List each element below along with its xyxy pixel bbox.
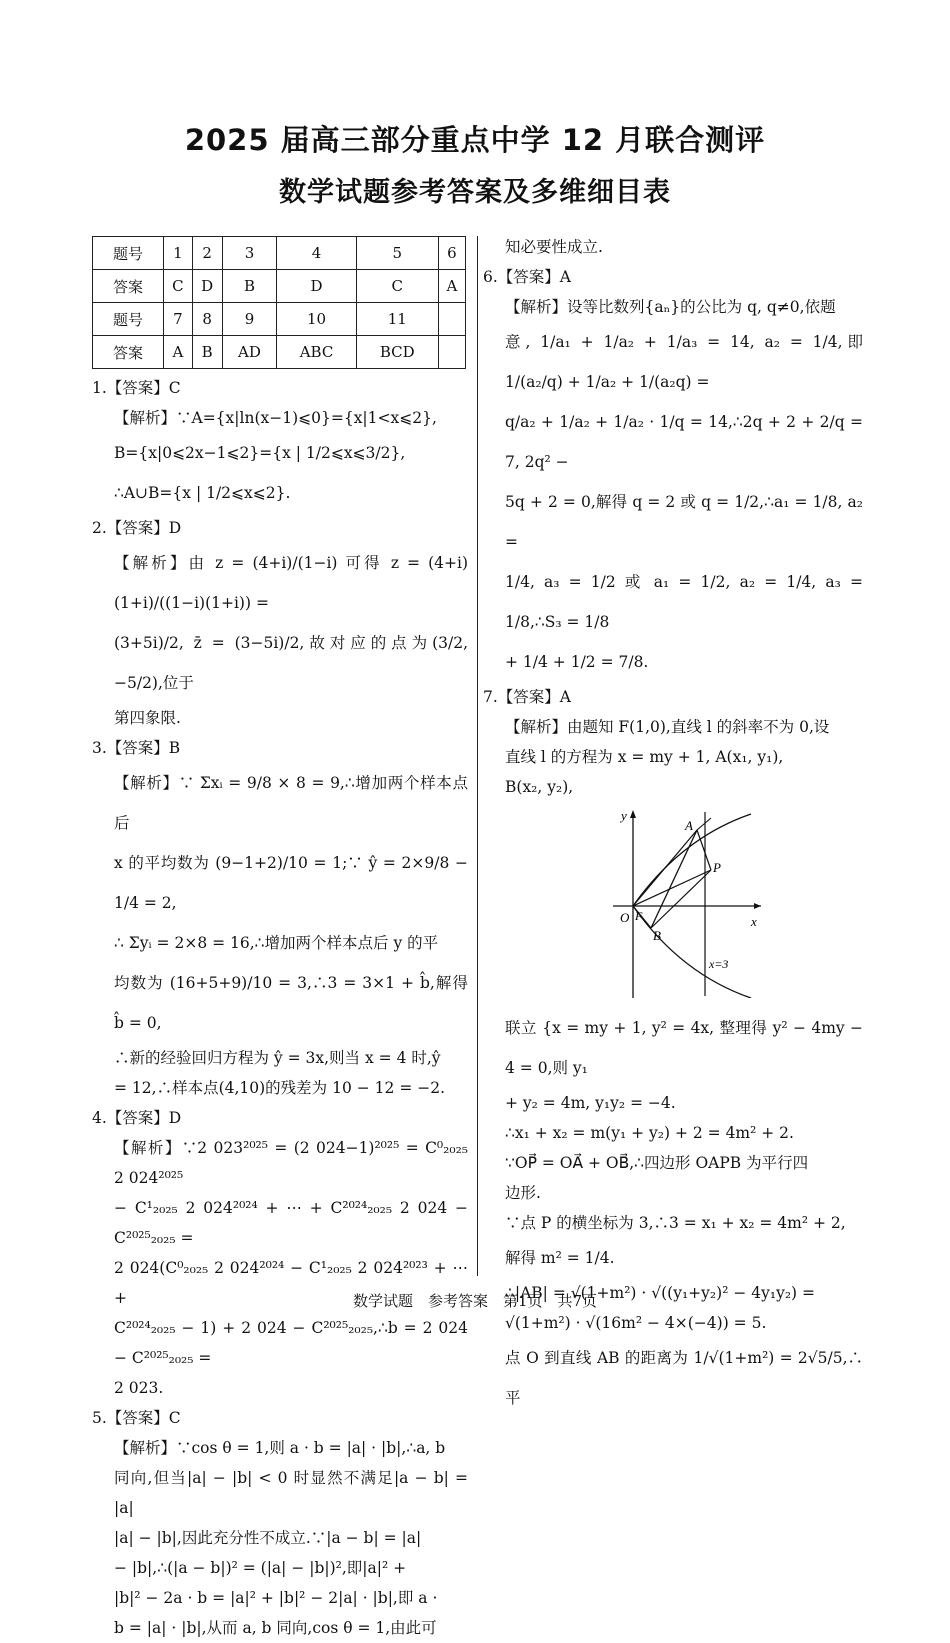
table-row xyxy=(93,336,466,369)
solution-line: q/a₂ + 1/a₂ + 1/a₂ · 1/q = 14,∴2q + 2 + 2/q = 7, 2q² − xyxy=(505,413,863,471)
table-cell: 7 xyxy=(164,303,193,336)
axis-label-x: x xyxy=(751,914,757,929)
parabola-graph xyxy=(613,808,763,998)
page-title: 2025 届高三部分重点中学 12 月联合测评 xyxy=(184,123,766,157)
table-row xyxy=(93,303,466,336)
table-cell xyxy=(438,303,465,336)
solution-line: 点 O 到直线 AB 的距离为 1/√(1+m²) = 2√5/5,∴平 xyxy=(505,1349,863,1407)
solution-line: + y₂ = 4m, y₁y₂ = −4. xyxy=(505,1094,676,1112)
solution-line: ∴x₁ + x₂ = m(y₁ + y₂) + 2 = 4m² + 2. xyxy=(505,1124,794,1142)
table-cell: 1 xyxy=(164,237,193,270)
solution-line: − C¹₂₀₂₅ 2 024²⁰²⁴ + ⋯ + C²⁰²⁴₂₀₂₅ 2 024 − C²⁰²⁵₂₀₂₅ = xyxy=(114,1199,468,1247)
question-6 xyxy=(483,262,863,682)
answer-heading: 5.【答案】C xyxy=(92,1409,181,1427)
solution-line: 均数为 (16+5+9)/10 = 3,∴3 = 3×1 + b̂,解得 b̂ = 0, xyxy=(114,974,468,1032)
table-cell-label: 题号 xyxy=(93,303,164,336)
answer-heading: 2.【答案】D xyxy=(92,519,182,537)
table-cell: 3 xyxy=(222,237,277,270)
solution-line: = 12,∴样本点(4,10)的残差为 10 − 12 = −2. xyxy=(114,1079,446,1097)
solution-line: 第四象限. xyxy=(114,709,181,727)
solution-line: ∴ Σyᵢ = 2×8 = 16,∴增加两个样本点后 y 的平 xyxy=(114,934,439,952)
solution-line: b = |a| · |b|,从而 a, b 同向,cos θ = 1,由此可 xyxy=(114,1619,437,1637)
answer-heading: 7.【答案】A xyxy=(483,688,571,706)
solution-line: C²⁰²⁴₂₀₂₅ − 1) + 2 024 − C²⁰²⁵₂₀₂₅,∴b = 2 024 − C²⁰²⁵₂₀₂₅ = xyxy=(114,1319,468,1367)
solution-line: √(1+m²) · √(16m² − 4×(−4)) = 5. xyxy=(505,1314,767,1332)
table-cell: B xyxy=(222,270,277,303)
solution-line: 解得 m² = 1/4. xyxy=(505,1249,615,1267)
table-cell: BCD xyxy=(356,336,438,369)
table-cell-label: 答案 xyxy=(93,336,164,369)
x-axis-arrow xyxy=(754,903,761,909)
table-cell: 8 xyxy=(192,303,222,336)
solution-line: 【解析】∵A={x|ln(x−1)⩽0}={x|1<x⩽2}, xyxy=(114,409,437,427)
table-cell: 6 xyxy=(438,237,465,270)
solution-line: 【解析】设等比数列{aₙ}的公比为 q, q≠0,依题 xyxy=(505,298,836,316)
segment-op xyxy=(633,870,711,906)
table-cell-label: 题号 xyxy=(93,237,164,270)
point-label-o: O xyxy=(620,910,630,925)
answer-heading: 6.【答案】A xyxy=(483,268,571,286)
table-cell-label: 答案 xyxy=(93,270,164,303)
segment-bp xyxy=(651,870,711,928)
table-cell: B xyxy=(192,336,222,369)
table-row xyxy=(93,270,466,303)
answer-heading: 3.【答案】B xyxy=(92,739,181,757)
solution-line: 边形. xyxy=(505,1184,541,1202)
table-cell: A xyxy=(164,336,193,369)
solution-line: 【解析】由 z = (4+i)/(1−i) 可得 z = (4+i)(1+i)/((1−i)(1+i)) = xyxy=(114,554,468,612)
solution-line: ∴A∪B={x | 1/2⩽x⩽2}. xyxy=(114,484,291,502)
solution-line: 同向,但当|a| − |b| < 0 时显然不满足|a − b| = |a| xyxy=(114,1469,468,1517)
page-subtitle: 数学试题参考答案及多维细目表 xyxy=(279,177,671,208)
solution-line: 5q + 2 = 0,解得 q = 2 或 q = 1/2,∴a₁ = 1/8, a₂ = xyxy=(505,493,863,551)
question-5 xyxy=(92,1403,468,1643)
solution-line: 【解析】由题知 F(1,0),直线 l 的斜率不为 0,设 xyxy=(505,718,830,736)
table-cell: 9 xyxy=(222,303,277,336)
solution-line: |b|² − 2a · b = |a|² + |b|² − 2|a| · |b|,即 a · xyxy=(114,1589,438,1607)
question-1 xyxy=(92,373,468,513)
point-label-b: B xyxy=(653,928,661,943)
page-footer: 数学试题 参考答案 第1页 共7页 xyxy=(352,1292,598,1310)
solution-line: (3+5i)/2, z̄ = (3−5i)/2,故对应的点为(3/2, −5/2),位于 xyxy=(114,634,468,692)
point-label-a: A xyxy=(685,818,693,833)
table-row xyxy=(93,237,466,270)
solution-line: 【解析】∵2 023²⁰²⁵ = (2 024−1)²⁰²⁵ = C⁰₂₀₂₅ 2 024²⁰²⁵ xyxy=(114,1139,468,1187)
solution-line: 知必要性成立. xyxy=(505,238,603,256)
solution-line: 直线 l 的方程为 x = my + 1, A(x₁, y₁), xyxy=(505,748,784,766)
solution-line: 2 023. xyxy=(114,1379,164,1397)
solution-line: 【解析】∵ Σxᵢ = 9/8 × 8 = 9,∴增加两个样本点后 xyxy=(114,774,468,832)
solution-line: 2 024(C⁰₂₀₂₅ 2 024²⁰²⁴ − C¹₂₀₂₅ 2 024²⁰²³ + ⋯ + xyxy=(114,1259,468,1307)
line-ab-extension xyxy=(697,818,711,830)
solution-line: B={x|0⩽2x−1⩽2}={x | 1/2⩽x⩽3/2}, xyxy=(114,444,406,462)
line-label-x3: x=3 xyxy=(709,957,729,971)
solution-line: + 1/4 + 1/2 = 7/8. xyxy=(505,653,649,671)
table-cell: 11 xyxy=(356,303,438,336)
answer-heading: 1.【答案】C xyxy=(92,379,181,397)
table-cell: 5 xyxy=(356,237,438,270)
solution-line: 1/4, a₃ = 1/2 或 a₁ = 1/2, a₂ = 1/4, a₃ = 1/8,∴S₃ = 1/8 xyxy=(505,573,863,631)
point-label-f: F xyxy=(635,909,643,923)
table-cell: C xyxy=(164,270,193,303)
table-cell: 10 xyxy=(277,303,356,336)
table-cell: A xyxy=(438,270,465,303)
solution-line: 意, 1/a₁ + 1/a₂ + 1/a₃ = 14, a₂ = 1/4,即 1/(a₂/q) + 1/a₂ + 1/(a₂q) = xyxy=(505,333,863,391)
solution-line: 【解析】∵cos θ = 1,则 a · b = |a| · |b|,∴a, b xyxy=(114,1439,446,1457)
solution-line: 联立 {x = my + 1, y² = 4x, 整理得 y² − 4my − 4 = 0,则 y₁ xyxy=(505,1019,863,1077)
right-column xyxy=(483,232,863,1418)
question-4 xyxy=(92,1103,468,1403)
solution-line: ∵点 P 的横坐标为 3,∴3 = x₁ + x₂ = 4m² + 2, xyxy=(505,1214,846,1232)
solution-line: B(x₂, y₂), xyxy=(505,778,574,796)
table-cell: 2 xyxy=(192,237,222,270)
table-cell: D xyxy=(277,270,356,303)
question-2 xyxy=(92,513,468,733)
segment-oa xyxy=(633,830,697,906)
table-cell: 4 xyxy=(277,237,356,270)
solution-line: |a| − |b|,因此充分性不成立.∵|a − b| = |a| xyxy=(114,1529,422,1547)
y-axis-arrow xyxy=(630,810,636,818)
answer-heading: 4.【答案】D xyxy=(92,1109,182,1127)
column-divider xyxy=(477,236,478,1276)
left-column xyxy=(92,236,468,1643)
solution-line: ∴新的经验回归方程为 ŷ = 3x,则当 x = 4 时,ŷ xyxy=(114,1049,441,1067)
answer-table xyxy=(92,236,466,369)
solution-line: ∴|AB| = √(1+m²) · √((y₁+y₂)² − 4y₁y₂) = xyxy=(505,1284,816,1302)
solution-line: x 的平均数为 (9−1+2)/10 = 1;∵ ŷ = 2×9/8 − 1/4 = 2, xyxy=(114,854,468,912)
table-cell: C xyxy=(356,270,438,303)
point-label-p: P xyxy=(713,860,721,875)
solution-line: ∵OP⃗ = OA⃗ + OB⃗,∴四边形 OAPB 为平行四 xyxy=(505,1154,809,1172)
question-3 xyxy=(92,733,468,1103)
solution-line: − |b|,∴(|a − b|)² = (|a| − |b|)²,即|a|² + xyxy=(114,1559,407,1577)
axis-label-y: y xyxy=(621,808,627,823)
table-cell: D xyxy=(192,270,222,303)
table-cell xyxy=(438,336,465,369)
table-cell: ABC xyxy=(277,336,356,369)
table-cell: AD xyxy=(222,336,277,369)
